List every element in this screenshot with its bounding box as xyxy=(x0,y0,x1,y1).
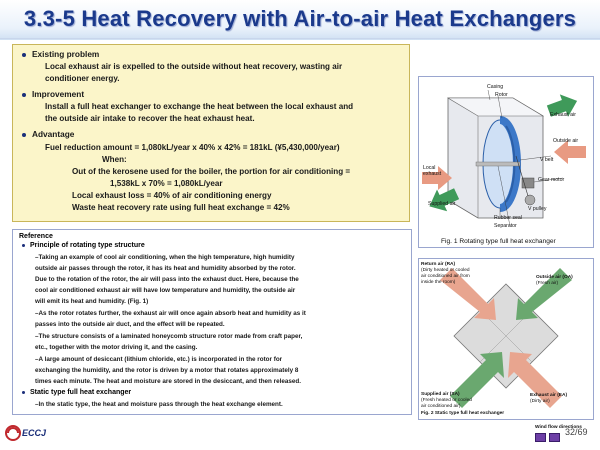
rotating-heading: Principle of rotating type structure xyxy=(22,242,145,249)
advantage-heading: Advantage xyxy=(22,129,74,139)
title-divider xyxy=(0,38,600,39)
fig1-label-exhaust: exhaust xyxy=(423,171,442,177)
rotating-line: etc., together with the motor driving it, and the casing. xyxy=(35,344,198,351)
rotating-line: cool air conditioned exhaust air will have low temperature and humidity, the outside air xyxy=(35,287,296,294)
advantage-line: When: xyxy=(102,155,127,164)
figure-2-caption: Fig. 2 Static type full heat exchanger xyxy=(421,411,505,416)
fig1-label-v-belt: V belt xyxy=(540,157,554,163)
rotating-line: –The structure consists of a laminated honeycomb structure rotor made from craft paper, xyxy=(35,333,303,340)
advantage-line: 1,538kL x 70% = 1,080kL/year xyxy=(110,179,223,188)
fig1-label-gear-motor: Gear motor xyxy=(538,177,565,183)
fig1-label-v-pulley: V pulley xyxy=(528,206,547,212)
bullet-icon xyxy=(22,391,25,394)
improvement-line: the outside air intake to recover the heat exhaust heat. xyxy=(45,114,255,123)
existing-problem-line: conditioner energy. xyxy=(45,74,120,83)
improvement-heading: Improvement xyxy=(22,89,84,99)
rotating-line: passes into the outside air duct, and the effect will be repeated. xyxy=(35,321,225,328)
bullet-icon xyxy=(22,244,25,247)
existing-problem-line: Local exhaust air is expelled to the outside without heat recovery, wasting air xyxy=(45,62,343,71)
advantage-line: Local exhaust loss = 40% of air conditioning energy xyxy=(72,191,272,200)
eccj-logo-text: ECCJ xyxy=(22,428,47,438)
bullet-icon xyxy=(22,133,26,137)
rotating-line: outside air passes through the rotor, it has its heat and humidity absorbed by the rotor. xyxy=(35,265,296,272)
page-number: 32/69 xyxy=(565,427,588,437)
eccj-logo-icon xyxy=(5,425,21,441)
v-pulley-shape xyxy=(525,195,535,205)
next-slide-icon[interactable] xyxy=(549,433,560,442)
fig2-supplied-air-label: Supplied air (SA) (Fresh heated or cooled air conditioned air) xyxy=(421,392,472,409)
fig2-exhaust-air-label: Exhaust air (EA) (Dirty air) xyxy=(530,393,568,404)
rotating-line: –Taking an example of cool air conditioning, when the high temperature, high humidity xyxy=(35,254,295,261)
improvement-line: Install a full heat exchanger to exchange the heat between the local exhaust and xyxy=(45,102,354,111)
slide-title: 3.3-5 Heat Recovery with Air-to-air Heat Exchangers xyxy=(23,6,577,31)
wind-flow-label: Wind flow directions xyxy=(535,425,582,430)
fig1-label-separator: Separator xyxy=(494,223,517,229)
fig1-label-outside-air: Outside air xyxy=(553,138,579,144)
rotating-line: –A large amount of desiccant (lithium chloride, etc.) is incorporated in the rotor for xyxy=(35,356,283,363)
previous-slide-icon[interactable] xyxy=(535,433,546,442)
fig1-label-rotor: Rotor xyxy=(495,92,508,98)
fig2-outside-air-label: Outside air (OA) (Fresh air) xyxy=(536,275,573,286)
bullet-icon xyxy=(22,53,26,57)
advantage-line: Fuel reduction amount = 1,080kL/year x 40% x 42% = 181kL (¥5,430,000/year) xyxy=(45,143,340,152)
rotating-line: exchanging the humidity, and the rotor is driven by a motor that rotates approximately 8 xyxy=(35,367,299,374)
fig2-return-air-label: Return air (RA) (Dirty heated or cooled air conditioned air from inside the room) xyxy=(421,262,470,285)
rotating-line: times each minute. The heat and moisture are stored in the desiccant, and then released. xyxy=(35,378,301,385)
figure-1-caption: Fig. 1 Rotating type full heat exchanger xyxy=(441,238,556,245)
static-line: –In the static type, the heat and moisture pass through the heat exchange element. xyxy=(35,401,283,408)
fig1-label-local: Local xyxy=(423,165,436,171)
static-heading: Static type full heat exchanger xyxy=(22,389,131,396)
fig1-label-exhaust-air: Exhaust air xyxy=(550,112,576,118)
fig1-label-rubber-seal: Rubber seal xyxy=(494,215,522,221)
advantage-line: Waste heat recovery rate using full heat exchange = 42% xyxy=(72,203,290,212)
reference-heading: Reference xyxy=(19,233,53,240)
rotating-line: –As the rotor rotates further, the exhaust air will once again absorb heat and humidity as it xyxy=(35,310,306,317)
fig1-label-supplied-air: Supplied air xyxy=(428,201,456,207)
bullet-icon xyxy=(22,93,26,97)
rotating-line: Due to the rotation of the rotor, the air will pass into the exhaust duct. Here, because the xyxy=(35,276,299,283)
advantage-line: Out of the kerosene used for the boiler, the portion for air conditioning = xyxy=(72,167,351,176)
fig1-label-casing: Casing xyxy=(487,84,504,90)
existing-problem-heading: Existing problem xyxy=(22,49,99,59)
rotating-line: will emit its heat and humidity. (Fig. 1) xyxy=(35,298,149,305)
